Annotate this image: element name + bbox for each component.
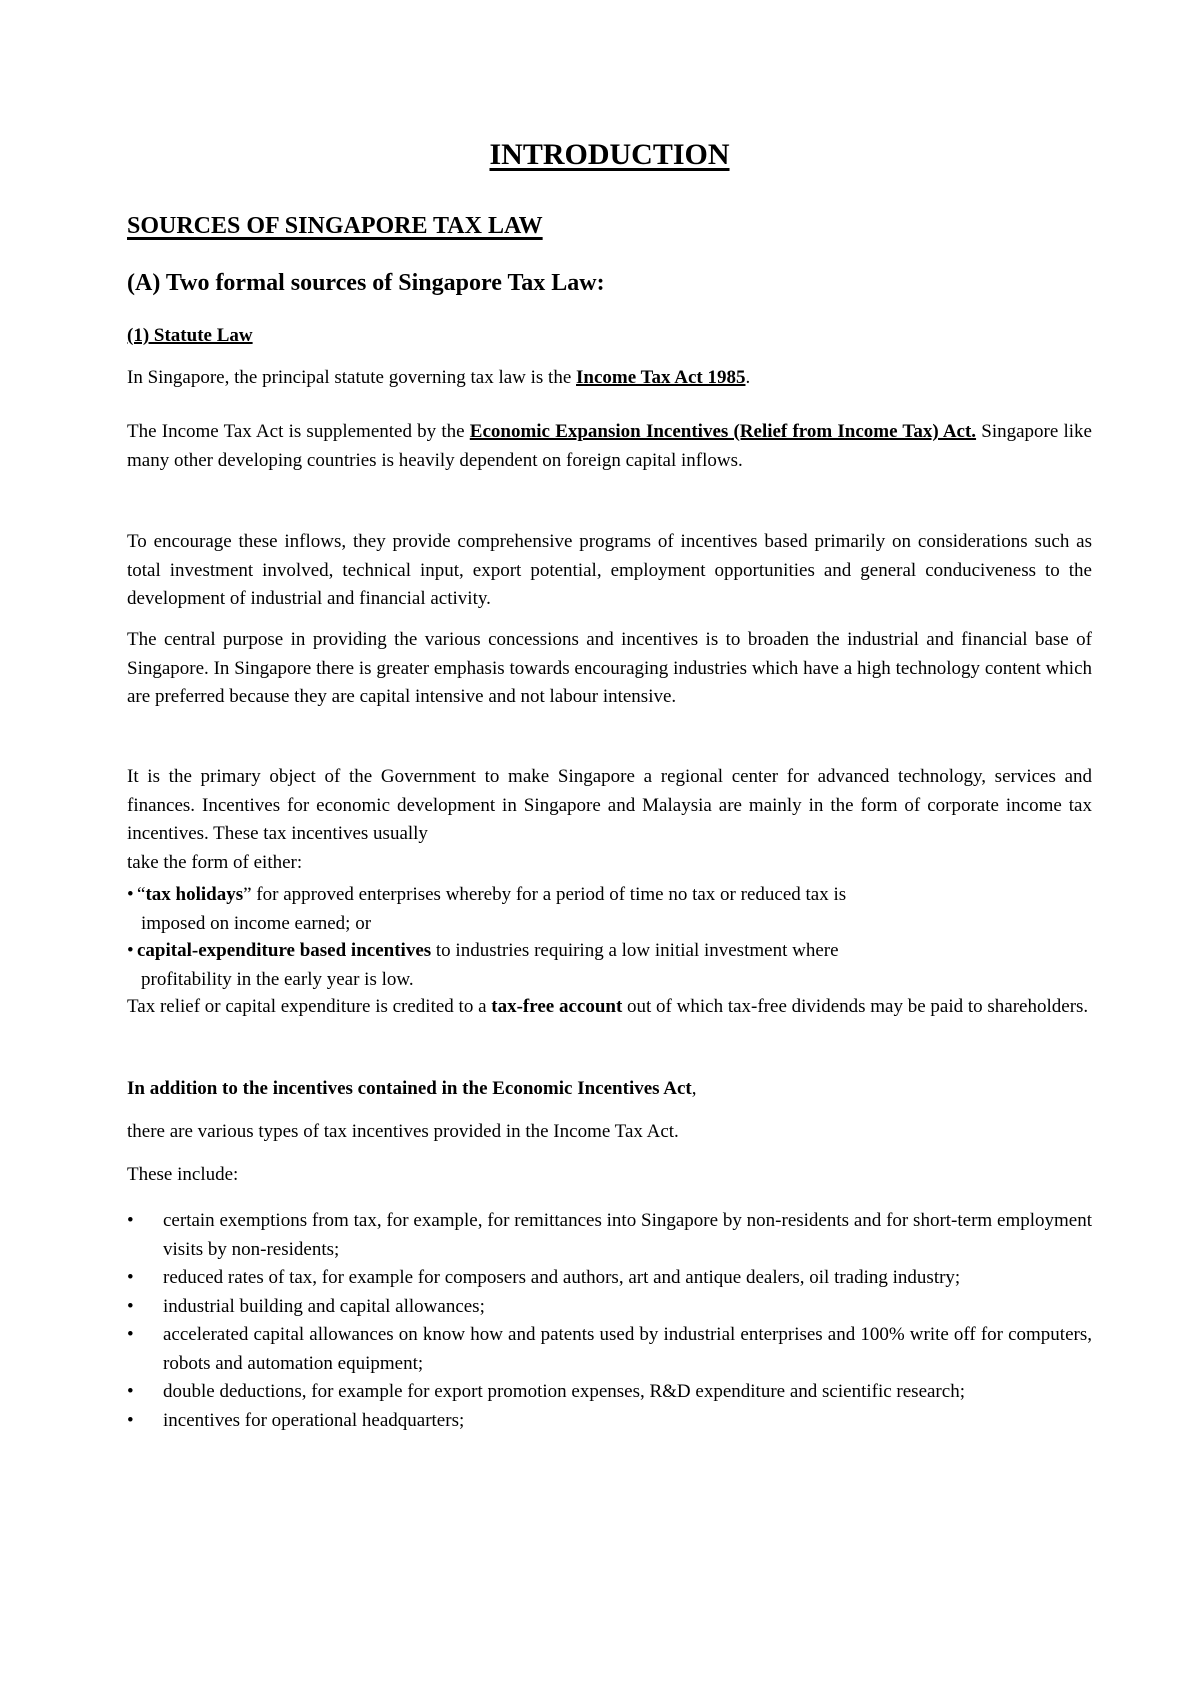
list-item [127,1407,1092,1436]
in-addition-heading: In addition to the incentives contained in the Economic Incentives Act [127,1078,692,1099]
paragraph-encourage-inflows: To encourage these inflows, they provide comprehensive programs of incentives based primarily on considerations such as total investment involved, technical input, export potential, employment opportunities and general conduciveness to the development of industrial and financial activity. [127,531,1092,609]
text: profitability in the early year is low. [141,968,414,990]
text: Singapore like many other developing countries is heavily dependent on foreign capital inflows. [127,421,1092,471]
text: for approved enterprises whereby for a period of time no tax or reduced tax is [251,884,847,905]
paragraph-these-include: These include: [127,1164,239,1185]
text: The Income Tax Act is supplemented by the [127,421,470,442]
paragraph-central-purpose: The central purpose in providing the various concessions and incentives is to broaden the industrial and financial base of Singapore. In Singapore there is greater emphasis towards encouraging industries which have a high technology content which are preferred because they are capital intensive and not labour intensive. [127,629,1092,707]
paragraph-principal-statute [127,364,1092,393]
bullet-icon: • [127,1324,134,1345]
list-item-text: certain exemptions from tax, for example, for remittances into Singapore by non-residents and for short-term employment visits by non-residents; [163,1210,1092,1260]
page-title [127,138,1092,172]
bullet-icon: • [127,1409,134,1431]
list-item-text: accelerated capital allowances on know how and patents used by industrial enterprises and 100% write off for computers, robots and automation equipment; [163,1324,1092,1374]
bullet-icon: • [127,1210,134,1231]
text: ” [243,884,252,905]
paragraph-supplemented [127,418,1092,475]
text: “ [137,884,146,905]
text: Tax relief or capital expenditure is credited to a [127,996,492,1017]
list-item-text: incentives for operational headquarters; [163,1409,465,1431]
list-item [127,1378,1092,1407]
text: It is the primary object of the Government to make Singapore a regional center for advanced technology, services and finances. Incentives for economic development in Singapore and Malaysia are mainly in the form of corporate income tax incentives. These tax incentives usually [127,766,1092,844]
list-item [127,1293,1092,1322]
text: , [691,1078,697,1099]
tax-free-account-term: tax-free account [491,996,623,1017]
paragraph-various-types: there are various types of tax incentives provided in the Income Tax Act. [127,1121,679,1142]
form-item-tax-holidays [127,881,1092,938]
bullet-icon: • [127,1295,134,1317]
list-item-text: double deductions, for example for export promotion expenses, R&D expenditure and scientific research; [163,1381,965,1402]
economic-expansion-act-reference: Economic Expansion Incentives (Relief from Income Tax) Act. [469,421,977,442]
paragraph-in-addition [127,1075,1092,1104]
tax-holidays-term: tax holidays [145,884,244,905]
paragraph-primary-object [127,763,1092,877]
text: take the form of either: [127,851,303,873]
bullet-icon: • [127,1267,134,1288]
bullet-icon: • [127,940,134,961]
incentives-list [127,1207,1092,1435]
paragraph-tax-relief [127,993,1092,1022]
statute-law-heading: (1) Statute Law [127,325,253,346]
text: In Singapore, the principal statute governing tax law is the [127,367,577,388]
list-item [127,1207,1092,1264]
income-tax-act-reference: Income Tax Act 1985 [576,367,746,388]
list-item-text: industrial building and capital allowances; [163,1295,485,1317]
text: imposed on income earned; or [141,912,372,934]
text: to industries requiring a low initial investment where [431,940,839,961]
list-item-text: reduced rates of tax, for example for composers and authors, art and antique dealers, oil trading industry; [163,1267,961,1288]
list-item [127,1321,1092,1378]
capital-expenditure-term: capital-expenditure based incentives [137,940,432,961]
bullet-icon: • [127,884,134,905]
subsection-heading: (A) Two formal sources of Singapore Tax Law: [127,270,605,296]
list-item [127,1264,1092,1293]
text: out of which tax-free dividends may be paid to shareholders. [622,996,1089,1017]
section-heading: SOURCES OF SINGAPORE TAX LAW [127,213,543,239]
page-title-text: INTRODUCTION [489,138,730,171]
form-item-capital-expenditure [127,937,1092,994]
bullet-icon: • [127,1381,134,1402]
text: . [745,367,751,388]
